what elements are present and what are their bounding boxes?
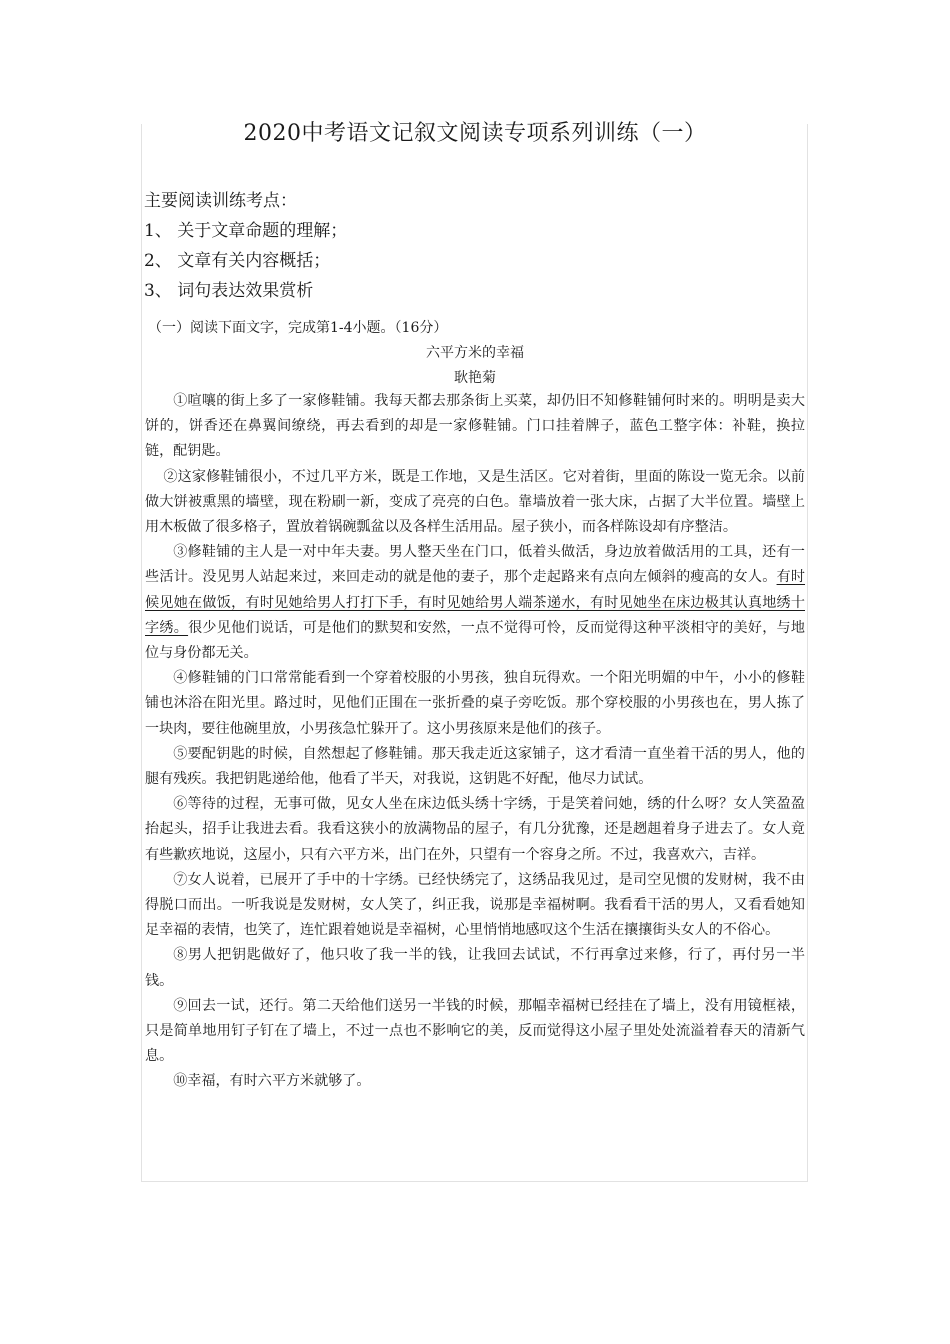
- paragraph-7: ⑦女人说着，已展开了手中的十字绣。已经快绣完了，这绣品我见过，是司空见惯的发财树，我不由得脱口而出。一听我说是发财树，女人笑了，纠正我，说那是幸福树啊。我看看干活的男人，又看看她知足幸福的表情，也笑了，连忙跟着她说是幸福树，心里悄悄地感叹这个生活在攘攘街头女人的不俗心。: [145, 871, 805, 939]
- key-point-3: 3、 词句表达效果赏析: [144, 281, 314, 301]
- key-point-2: 2、 文章有关内容概括；: [144, 251, 331, 271]
- essay-title: 六平方米的幸福: [426, 345, 524, 361]
- paragraph-3-lead: ③修鞋铺的主人是一对中年夫妻。男人整天坐在门口，低着头做活，身边放着做活用的工具，还有一些活计。没见男人站起来过，来回走动的就是他的妻子，那个走起路来有点向左倾斜的瘦高的女人。: [145, 544, 805, 586]
- section-intro: （一）阅读下面文字，完成第1-4小题。（16分）: [148, 320, 448, 336]
- paragraph-3-tail: 很少见他们说话，可是他们的默契和安然，一点不觉得可怜，反而觉得这种平淡相守的美好，与地位与身份都无关。: [145, 619, 805, 662]
- paragraph-5: ⑤要配钥匙的时候，自然想起了修鞋铺。那天我走近这家铺子，这才看清一直坐着干活的男人，他的腿有残疾。我把钥匙递给他，他看了半天，对我说，这钥匙不好配，他尽力试试。: [145, 745, 805, 788]
- paragraph-6: ⑥等待的过程，无事可做，见女人坐在床边低头绣十字绣，于是笑着问她，绣的什么呀？女人笑盈盈抬起头，招手让我进去看。我看这狭小的放满物品的屋子，有几分犹豫，还是趔趄着身子进去了。女人竟有些歉疚地说，这屋小，只有六平方米，出门在外，只望有一个容身之所。不过，我喜欢六，吉祥。: [145, 796, 805, 863]
- document-title: 2020中考语文记叙文阅读专项系列训练（一）: [243, 121, 707, 146]
- paragraph-10: ⑩幸福，有时六平方米就够了。: [173, 1073, 371, 1090]
- paragraph-9: ⑨回去一试，还行。第二天给他们送另一半钱的时候，那幅幸福树已经挂在了墙上，没有用镜框裱，只是简单地用钉子钉在了墙上，不过一点也不影响它的美，反而觉得这小屋子里处处流溢着春天的清新气息。: [145, 997, 805, 1065]
- paragraph-8: ⑧男人把钥匙做好了，他只收了我一半的钱，让我回去试试，不行再拿过来修，行了，再付另一半钱。: [145, 947, 805, 989]
- essay-author: 耿艳菊: [454, 370, 496, 386]
- essay-body: [145, 389, 805, 1095]
- paragraph-4: ④修鞋铺的门口常常能看到一个穿着校服的小男孩，独自玩得欢。一个阳光明媚的中午，小小的修鞋铺也沐浴在阳光里。路过时，见他们正围在一张折叠的桌子旁吃饭。那个穿校服的小男孩也在，男人拣了一块肉，要往他碗里放，小男孩急忙躲开了。这小男孩原来是他们的孩子。: [145, 670, 805, 737]
- key-points: [144, 186, 347, 306]
- key-points-heading: 主要阅读训练考点：: [144, 191, 297, 211]
- paragraph-1: ①喧嚷的街上多了一家修鞋铺。我每天都去那条街上买菜，却仍旧不知修鞋铺何时来的。明明是卖大饼的，饼香还在鼻翼间缭绕，再去看到的却是一家修鞋铺。门口挂着牌子，蓝色工整字体：补鞋，换拉链，配钥匙。: [145, 393, 805, 460]
- paragraph-2: ②这家修鞋铺很小，不过几平方米，既是工作地，又是生活区。它对着街，里面的陈设一览无余。以前做大饼被熏黑的墙壁，现在粉刷一新，变成了亮亮的白色。靠墙放着一张大床，占据了大半位置。墙壁上用木板做了很多格子，置放着锅碗瓢盆以及各样生活用品。屋子狭小，而各样陈设却有序整洁。: [145, 468, 805, 536]
- paragraph-3: [145, 540, 805, 666]
- paragraph-3-underlined: 有时候见她在做饭，有时见她给男人打打下手，有时见她给男人端茶递水，有时见她坐在床边极其认真地绣十字绣。: [145, 569, 806, 636]
- key-point-1: 1、 关于文章命题的理解；: [144, 221, 348, 241]
